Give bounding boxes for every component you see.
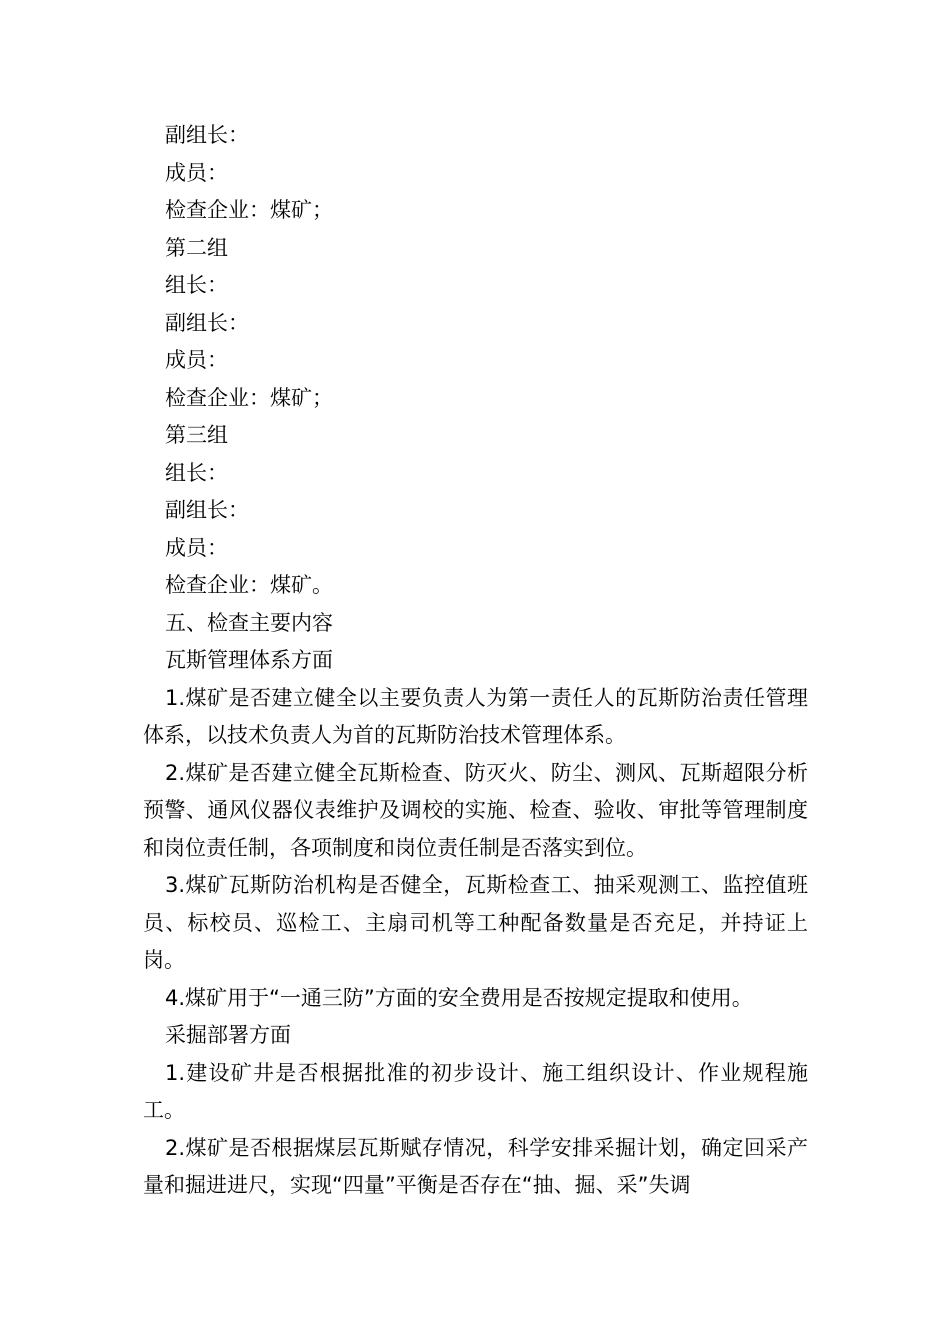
inspected-company-line-3: 检查企业：煤矿。 (165, 573, 333, 597)
mining-deployment-heading: 采掘部署方面 (165, 1023, 291, 1047)
members-line-2: 成员： (165, 348, 228, 372)
mining-deployment-item: 2.煤矿是否根据煤层瓦斯赋存情况，科学安排采掘计划，确定回采产量和掘进进尺，实现“四量”平衡是否存在“抽、掘、采”失调 (143, 1135, 808, 1197)
leader-line-2: 组长： (165, 273, 228, 297)
inspected-company-line-1: 检查企业：煤矿； (165, 198, 333, 222)
deputy-leader-line-1: 副组长： (165, 123, 249, 147)
group-two-heading: 第二组 (165, 235, 228, 260)
section-five-heading: 五、检查主要内容 (165, 610, 333, 635)
leader-line-3: 组长： (165, 460, 228, 485)
group-three-heading: 第三组 (165, 423, 228, 447)
mining-deployment-item: 1.建设矿井是否根据批准的初步设计、施工组织设计、作业规程施工。 (143, 1060, 808, 1122)
gas-management-item: 4.煤矿用于“一通三防”方面的安全费用是否按规定提取和使用。 (165, 985, 753, 1010)
gas-management-item: 1.煤矿是否建立健全以主要负责人为第一责任人的瓦斯防治责任管理体系，以技术负责人为首的瓦斯防治技术管理体系。 (143, 685, 808, 747)
inspected-company-line-2: 检查企业：煤矿； (165, 385, 333, 410)
gas-management-item: 2.煤矿是否建立健全瓦斯检查、防灭火、防尘、测风、瓦斯超限分析预警、通风仪器仪表维护及调校的实施、检查、验收、审批等管理制度和岗位责任制，各项制度和岗位责任制是否落实到位。 (143, 760, 808, 860)
deputy-leader-line-2: 副组长： (165, 310, 249, 335)
document-body (143, 117, 808, 1205)
gas-management-item: 3.煤矿瓦斯防治机构是否健全，瓦斯检查工、抽采观测工、监控值班员、标校员、巡检工、主扇司机等工种配备数量是否充足，并持证上岗。 (143, 873, 808, 972)
members-line-1: 成员： (165, 160, 228, 185)
deputy-leader-line-3: 副组长： (165, 498, 249, 522)
members-line-3: 成员： (165, 535, 228, 560)
gas-management-heading: 瓦斯管理体系方面 (165, 648, 333, 672)
